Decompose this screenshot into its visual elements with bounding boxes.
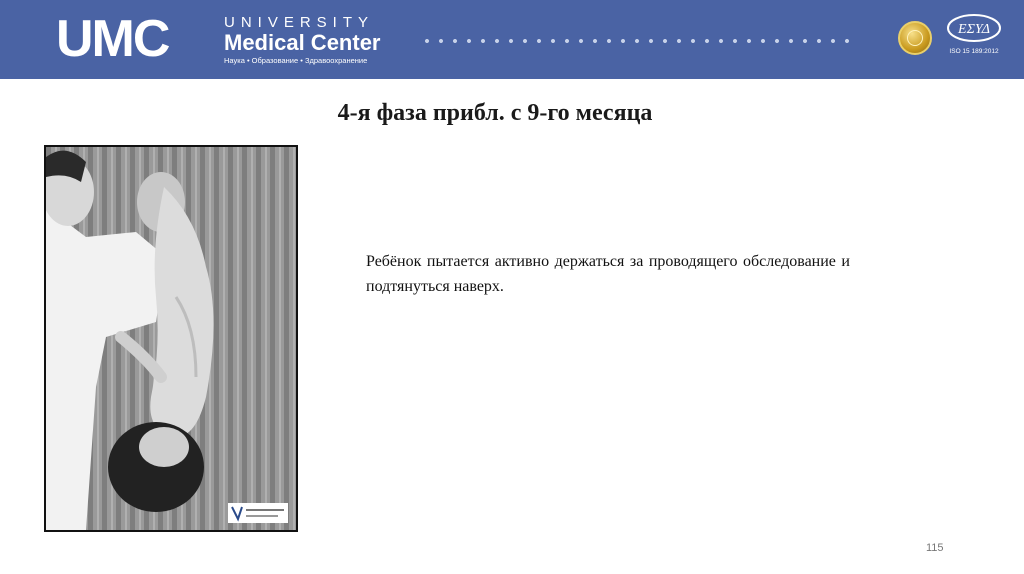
- header-bar: [0, 0, 1024, 79]
- page-number: 115: [926, 542, 944, 554]
- svg-text:ΕΣΥΔ: ΕΣΥΔ: [958, 22, 990, 37]
- esyd-logo: [946, 13, 1002, 43]
- logo-text-block: [224, 14, 381, 66]
- slide-title: 4-я фаза прибл. с 9-го месяца: [337, 100, 653, 126]
- dotted-divider: [420, 37, 854, 45]
- infant-examination-photo: [44, 145, 298, 532]
- logo-university: UNIVERSITY: [224, 14, 375, 31]
- umc-logo: [56, 10, 169, 68]
- iso-label: ISO 15 189:2012: [949, 48, 999, 55]
- gold-seal-icon: [898, 21, 932, 55]
- slide-body-text: Ребёнок пытается активно держаться за проводящего обследование и подтянуться наверх.: [366, 253, 850, 295]
- umc-logo-text: UMC: [56, 10, 169, 68]
- logo-medical-center: Medical Center: [224, 30, 381, 55]
- logo-tagline: Наука • Образование • Здравоохранение: [224, 56, 368, 65]
